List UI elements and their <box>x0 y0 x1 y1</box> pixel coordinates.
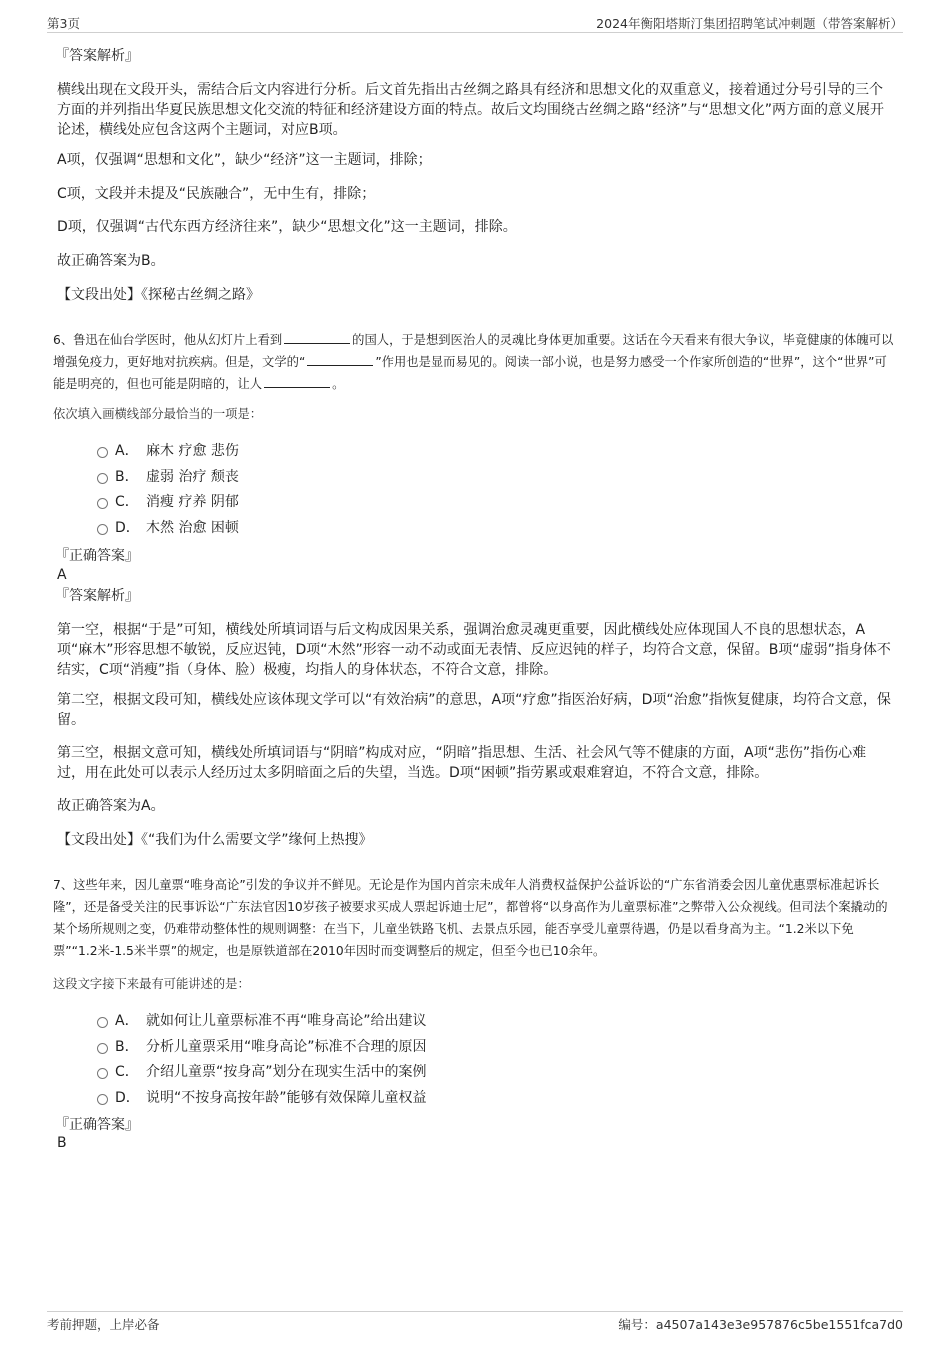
question-text-segment: 的国人，于是想到医治人的灵魂比身体更加重要。这话在今天看来有很大争议，毕竟健康的体魄可以增强免疫力，更好地对抗疾病。但是，文学的“ <box>53 333 894 369</box>
option-letter: B． <box>115 469 139 485</box>
question-7-options <box>57 1009 557 1113</box>
option-text: 虚弱 治疗 颓丧 <box>146 469 239 485</box>
option-text: 说明“不按身高按年龄”能够有效保障儿童权益 <box>146 1090 427 1106</box>
analysis-label: 『答案解析』 <box>55 48 139 64</box>
answer-conclusion: 故正确答案为A。 <box>57 798 165 814</box>
option-b[interactable] <box>57 465 457 491</box>
fill-blank <box>264 375 330 388</box>
option-c[interactable] <box>57 490 457 516</box>
question-7-text: 7、这些年来，因儿童票“唯身高论”引发的争议并不鲜见。无论是作为国内首宗未成年人消费权益保护公益诉讼的“广东省消委会因儿童优惠票标准起诉长隆”，还是备受关注的民事诉讼“广东法官因10岁孩子被要求买成人票起诉迪士尼”，都曾将“以身高作为儿童票标准”之弊带入公众视线。但司法个案撬动的某个场所规则之变，仍难带动整体性的规则调整：在当下，儿童坐铁路飞机、去景点乐园，能否享受儿童票待遇，仍是以看身高为主。“1.2米以下免票”“1.2米-1.5米半票”的规定，也是原铁道部在2010年因时而变调整后的规定，但至今也已10余年。 <box>53 878 888 958</box>
analysis-paragraph: C项，文段并未提及“民族融合”，无中生有，排除； <box>57 186 376 202</box>
option-text: 木然 治愈 困顿 <box>146 520 239 536</box>
question-text-segment: 。 <box>332 377 345 391</box>
footer-slogan: 考前押题，上岸必备 <box>47 1317 160 1332</box>
analysis-label: 『答案解析』 <box>55 588 139 604</box>
radio-button[interactable] <box>97 524 108 535</box>
radio-button[interactable] <box>97 447 108 458</box>
option-letter: D． <box>115 520 140 536</box>
correct-answer-label: 『正确答案』 <box>55 548 139 564</box>
option-text: 介绍儿童票“按身高”划分在现实生活中的案例 <box>146 1064 427 1080</box>
passage-source: 【文段出处】《“我们为什么需要文学”缘何上热搜》 <box>57 832 373 848</box>
radio-button[interactable] <box>97 498 108 509</box>
option-letter: A． <box>115 443 139 459</box>
option-text: 消瘦 疗养 阴郁 <box>146 494 239 510</box>
option-letter: A． <box>115 1013 139 1029</box>
document-id: 编号：a4507a143e3e957876c5be1551fca7d0 <box>618 1317 903 1332</box>
option-a[interactable] <box>57 1009 557 1035</box>
radio-button[interactable] <box>97 1094 108 1105</box>
option-c[interactable] <box>57 1060 557 1086</box>
option-text: 麻木 疗愈 悲伤 <box>146 443 239 459</box>
correct-answer: A <box>57 567 67 583</box>
question-6-text <box>53 329 895 395</box>
analysis-paragraph: 第二空，根据文段可知，横线处应该体现文学可以“有效治病”的意思，A项“疗愈”指医治好病，D项“治愈”指恢复健康，均符合文意，保留。 <box>57 692 891 728</box>
correct-answer-label: 『正确答案』 <box>55 1117 139 1133</box>
radio-button[interactable] <box>97 1043 108 1054</box>
option-letter: D． <box>115 1090 140 1106</box>
radio-button[interactable] <box>97 473 108 484</box>
page-footer <box>47 1311 903 1332</box>
option-d[interactable] <box>57 1086 557 1112</box>
question-prompt: 依次填入画横线部分最恰当的一项是： <box>53 407 263 421</box>
analysis-paragraph: 第一空，根据“于是”可知，横线处所填词语与后文构成因果关系，强调治愈灵魂更重要，因此横线处应体现国人不良的思想状态，A项“麻木”形容思想不敏锐，反应迟钝，D项“木然”形容一动不动或面无表情、反应迟钝的样子，均符合文意，保留。B项“虚弱”指身体不结实，C项“消瘦”指（身体、脸）极瘦，均指人的身体状态，不符合文意，排除。 <box>57 622 891 678</box>
option-text: 分析儿童票采用“唯身高论”标准不合理的原因 <box>146 1039 427 1055</box>
question-text-segment: 6、鲁迅在仙台学医时，他从幻灯片上看到 <box>53 333 283 347</box>
fill-blank <box>284 331 350 344</box>
document-title: 2024年衡阳塔斯汀集团招聘笔试冲刺题（带答案解析） <box>596 16 903 31</box>
option-d[interactable] <box>57 516 457 542</box>
question-prompt: 这段文字接下来最有可能讲述的是： <box>53 977 250 991</box>
option-text: 就如何让儿童票标准不再“唯身高论”给出建议 <box>146 1013 427 1029</box>
option-letter: B． <box>115 1039 139 1055</box>
analysis-paragraph: 第三空，根据文意可知，横线处所填词语与“阴暗”构成对应，“阴暗”指思想、生活、社会风气等不健康的方面，A项“悲伤”指伤心难过，用在此处可以表示人经历过太多阴暗面之后的失望，当选。D项“困顿”指劳累或艰难窘迫，不符合文意，排除。 <box>57 745 867 781</box>
option-a[interactable] <box>57 439 457 465</box>
radio-button[interactable] <box>97 1068 108 1079</box>
answer-conclusion: 故正确答案为B。 <box>57 253 165 269</box>
question-text-segment: ”作用也是显而易见的。阅读一部小说，也是努力感受一个作家所创造的“世界”，这个“世界”可能是明亮的，但也可能是阴暗的，让人 <box>53 355 887 391</box>
radio-button[interactable] <box>97 1017 108 1028</box>
passage-source: 【文段出处】《探秘古丝绸之路》 <box>57 287 260 303</box>
option-b[interactable] <box>57 1035 557 1061</box>
option-letter: C． <box>115 494 139 510</box>
question-6-options <box>57 439 457 543</box>
page-header <box>47 14 903 33</box>
analysis-paragraph: A项，仅强调“思想和文化”，缺少“经济”这一主题词，排除； <box>57 152 432 168</box>
option-letter: C． <box>115 1064 139 1080</box>
analysis-paragraph: D项，仅强调“古代东西方经济往来”，缺少“思想文化”这一主题词，排除。 <box>57 219 517 235</box>
fill-blank <box>307 353 373 366</box>
analysis-paragraph: 横线出现在文段开头，需结合后文内容进行分析。后文首先指出古丝绸之路具有经济和思想文化的双重意义，接着通过分号引导的三个方面的并列指出华夏民族思想文化交流的特征和经济建设方面的特点。故后文均围绕古丝绸之路“经济”与“思想文化”两方面的意义展开论述，横线处应包含这两个主题词，对应B项。 <box>57 82 885 138</box>
correct-answer: B <box>57 1135 67 1151</box>
page-number: 第3页 <box>47 16 80 31</box>
